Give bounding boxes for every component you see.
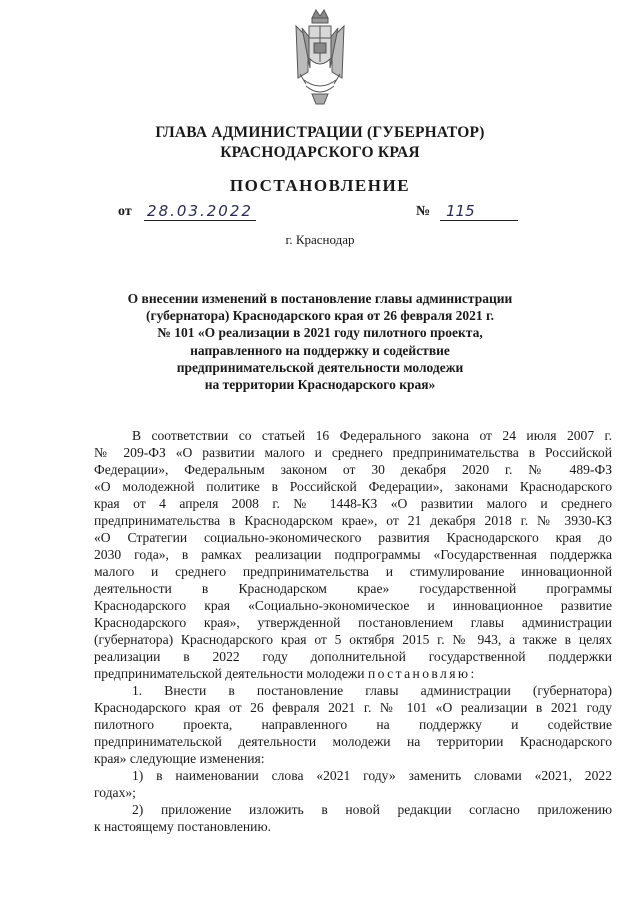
number-prefix: № [416,204,431,219]
document-subject [110,290,530,393]
subject-line: на территории Краснодарского края» [204,377,436,393]
krasnodar-coat-of-arms-icon [292,8,348,116]
preamble-tail: предпринимательской деятельности молодежи [94,666,365,681]
document-body [94,427,612,835]
item-1-2-line: 2) приложение изложить в новой редакции согласно приложению [132,802,612,817]
body-line: Федерации», Федеральным законом от 30 декабря 2020 г. № 489-ФЗ [94,462,612,477]
date-prefix: от [118,204,132,219]
item-1-line: предпринимательской деятельности молодежи на территории Краснодарского [94,734,612,749]
subject-line: направленного на поддержку и содействие [190,342,450,358]
body-line: малого и среднего предпринимательства и стимулирование инновационной [94,564,612,579]
body-line: «О Стратегии социально-экономического развития Краснодарского края до [94,530,612,545]
body-line: «О молодежной политике в Российской Федерации», законами Краснодарского [94,479,612,494]
item-1-2-line: к настоящему постановлению. [94,819,272,834]
body-line: (губернатора) Краснодарского края от 5 октября 2015 г. № 943, а также в целях [94,632,612,647]
body-line: В соответствии со статьей 16 Федерального закона от 24 июля 2007 г. [132,428,612,443]
subject-line: (губернатора) Краснодарского края от 26 февраля 2021 г. [145,308,495,324]
body-line: края от 4 апреля 2008 г. № 1448-КЗ «О развитии малого и среднего [94,496,612,511]
body-line: Краснодарского края», утвержденной постановлением главы администрации [94,615,612,630]
date-number-line [118,202,518,224]
issuer-title-line-1: ГЛАВА АДМИНИСТРАЦИИ (ГУБЕРНАТОР) [155,124,485,141]
resolve-word: постановляю: [367,666,477,681]
subject-line: № 101 «О реализации в 2021 году пилотного проекта, [157,325,483,341]
subject-line: О внесении изменений в постановление главы администрации [127,291,513,306]
subject-line: предпринимательской деятельности молодежи [176,359,464,375]
item-1-1-line: 1) в наименовании слова «2021 году» заменить словами «2021, 2022 [132,768,612,783]
body-line-resolve [94,665,612,682]
body-line: Краснодарского края «Социально-экономическое и инновационное развитие [94,598,612,613]
body-line: реализации в 2022 году дополнительной государственной поддержки [94,649,612,664]
item-1-line: края» следующие изменения: [94,751,265,766]
body-line: 2030 года», в рамках реализации подпрограммы «Государственная поддержка [94,547,612,562]
item-1-line: Краснодарского края от 26 февраля 2021 г. № 101 «О реализации в 2021 году [94,700,612,715]
document-number: 115 [440,202,518,221]
body-line: деятельности в Краснодарском крае» государственной программы [94,581,612,596]
document-type: ПОСТАНОВЛЕНИЕ [229,176,411,195]
issuer-title-line-2: КРАСНОДАРСКОГО КРАЯ [220,144,420,161]
body-line: № 209-ФЗ «О развитии малого и среднего предпринимательства в Российской [94,445,612,460]
body-line: предпринимательства в Краснодарском крае», от 21 декабря 2018 г. № 3930-КЗ [94,513,612,528]
item-1-1-line: годах»; [94,785,136,800]
item-1-line: пилотного проекта, направленного на поддержку и содействие [94,717,612,732]
item-1-line: 1. Внести в постановление главы администрации (губернатора) [132,683,612,698]
city: г. Краснодар [285,232,355,247]
document-date: 28.03.2022 [144,202,256,221]
